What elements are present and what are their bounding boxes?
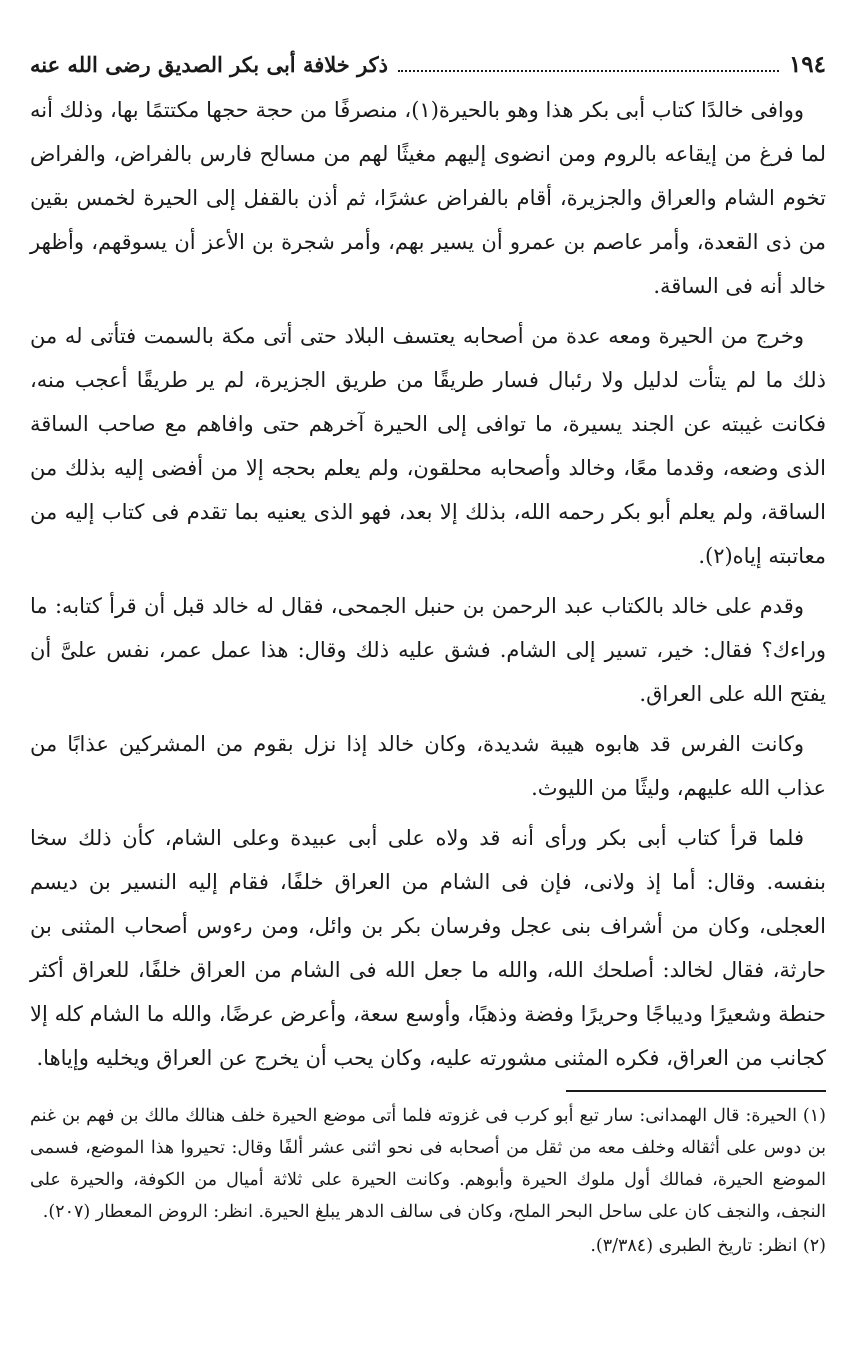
page-header [30, 48, 826, 84]
paragraph: وقدم على خالد بالكتاب عبد الرحمن بن حنبل الجمحى، فقال له خالد قبل أن قرأ كتابه: ما وراءك؟ فقال: خير، تسير إلى الشام. فشق عليه ذلك وقال: هذا عمل عمر، نفس علىَّ أن يفتح الله على العراق. [30, 594, 826, 706]
leader-dots [398, 52, 779, 72]
page-number: ١٩٤ [788, 51, 826, 78]
main-text [30, 88, 826, 1080]
paragraph: وخرج من الحيرة ومعه عدة من أصحابه يعتسف البلاد حتى أتى مكة بالسمت فتأتى له من ذلك ما لم يتأت لدليل ولا رئبال فسار طريقًا من طريق الجزيرة، لم ير طريقًا أعجب منه، فكانت غيبته عن الجند يسيرة، ما توافى إلى الحيرة آخرهم حتى وافاهم مع صاحب الساقة الذى وضعه، وقدما معًا، وخالد وأصحابه محلقون، ولم يعلم بحجه إلا من أفضى إليه بذلك من الساقة، ولم يعلم أبو بكر رحمه الله، بذلك إلا بعد، فهو الذى يعنيه بما تقدم فى كتاب إليه من معاتبته إياه(٢). [30, 324, 826, 568]
paragraph: فلما قرأ كتاب أبى بكر ورأى أنه قد ولاه على أبى عبيدة وعلى الشام، كأن ذلك سخا بنفسه. وقال: أما إذ ولانى، فإن فى الشام من العراق خلفًا، فقام إليه النسير بن ديسم العجلى، وكان من أشراف بنى عجل وفرسان بكر بن وائل، ومن رءوس أصحاب المثنى بن حارثة، فقال لخالد: أصلحك الله، والله ما جعل الله فى الشام من العراق خلفًا، للعراق أكثر حنطة وشعيرًا وديباجًا وحريرًا وفضة وذهبًا، وأوسع سعة، وأعرض عرضًا، والله ما الشام كله إلا كجانب من العراق، فكره المثنى مشورته عليه، وكان يحب أن يخرج عن العراق ويخليه وإياها. [30, 826, 826, 1070]
footnote: (١) الحيرة: قال الهمدانى: سار تبع أبو كرب فى غزوته فلما أتى موضع الحيرة خلف هنالك مالك بن فهم بن غنم بن دوس على أثقاله وخلف معه من ثقل من أصحابه فى نحو اثنى عشر ألفًا وقال: تحيروا هذا الموضع، فسمى الموضع الحيرة، فمالك أول ملوك الحيرة وأبوهم. وكانت الحيرة على ثلاثة أميال من الكوفة، والحيرة على النجف، والنجف كان على ساحل البحر الملح، وكان فى سالف الدهر يبلغ الحيرة. انظر: الروض المعطار (٢٠٧). [30, 1106, 826, 1222]
running-title: ذكر خلافة أبى بكر الصديق رضى الله عنه [30, 52, 389, 77]
footnote: (٢) انظر: تاريخ الطبرى (٣/٣٨٤). [590, 1236, 826, 1256]
footnotes [30, 1100, 826, 1262]
paragraph: ووافى خالدًا كتاب أبى بكر هذا وهو بالحيرة(١)، منصرفًا من حجة حجها مكتتمًا بها، وذلك أنه لما فرغ من إيقاعه بالروم ومن انضوى إليهم مغيثًا لهم من مسالح فارس بالفراض، والفراض تخوم الشام والعراق والجزيرة، أقام بالفراض عشرًا، ثم أذن بالقفل إلى الحيرة لخمس بقين من ذى القعدة، وأمر عاصم بن عمرو أن يسير بهم، وأمر شجرة بن الأعز أن يسوقهم، وأظهر خالد أنه فى الساقة. [30, 98, 826, 298]
footnote-divider [566, 1090, 826, 1092]
book-page [30, 48, 826, 1367]
paragraph: وكانت الفرس قد هابوه هيبة شديدة، وكان خالد إذا نزل بقوم من المشركين عذابًا من عذاب الله عليهم، وليثًا من الليوث. [30, 732, 826, 800]
